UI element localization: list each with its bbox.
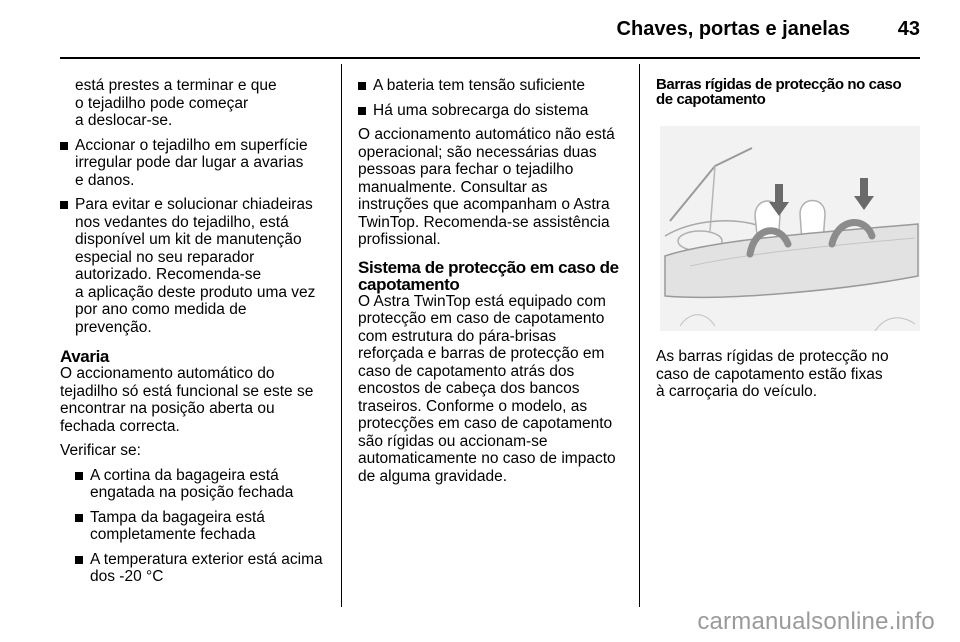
- bullet-square-icon: [358, 107, 366, 115]
- text-line: Accionar o tejadilho em superfície: [75, 136, 308, 154]
- text-line: caso de capotamento estão fixas: [656, 365, 883, 383]
- text-line: a aplicação deste produto uma vez: [75, 283, 316, 301]
- text-line: disponível um kit de manutenção: [75, 231, 302, 248]
- section-heading-avaria: Avaria: [60, 347, 109, 366]
- bullet-square-icon: [75, 556, 83, 564]
- watermark: carmanualsonline.info: [697, 608, 935, 635]
- column-divider-1: [341, 64, 342, 607]
- bullet-item: [358, 102, 633, 120]
- bullet-square-icon: [60, 142, 68, 150]
- text-line: A bateria tem tensão suficiente: [373, 77, 585, 94]
- text-line: dos -20 °C: [90, 568, 164, 585]
- text-line: automaticamente no caso de impacto: [358, 450, 616, 467]
- column-3: [656, 77, 926, 107]
- header-rule: [60, 57, 920, 59]
- text-line: profissional.: [358, 231, 441, 248]
- text-line: fechada correcta.: [60, 417, 180, 435]
- column-divider-2: [639, 64, 640, 607]
- text-line: As barras rígidas de protecção no: [656, 348, 889, 365]
- page-number: 43: [897, 18, 920, 40]
- bullet-square-icon: [75, 472, 83, 480]
- bullet-item: [75, 551, 335, 586]
- running-header-title: Chaves, portas e janelas: [616, 18, 850, 40]
- text-line: com estrutura do pára-brisas: [358, 327, 557, 345]
- text-line: a deslocar-se.: [75, 112, 173, 129]
- text-line: pessoas para fechar o tejadilho: [358, 161, 574, 178]
- paragraph: [358, 293, 633, 486]
- text-line: TwinTop. Recomenda-se assistência: [358, 213, 610, 231]
- column-3-body: [656, 348, 926, 408]
- text-line: encontrar na posição aberta ou: [60, 400, 275, 417]
- text-line: O Astra TwinTop está equipado com: [358, 292, 606, 310]
- bullet-item: [75, 509, 335, 544]
- paragraph: [60, 365, 335, 435]
- heading-line: de capotamento: [656, 91, 766, 108]
- text-line: reforçada e barras de protecção em: [358, 345, 605, 362]
- text-line: caso de capotamento atrás dos: [358, 362, 575, 380]
- text-line: está prestes a terminar e que: [75, 77, 277, 94]
- bullet-item: [358, 77, 633, 95]
- bullet-item: [60, 137, 335, 190]
- text-line: especial no seu reparador: [75, 248, 255, 266]
- text-line: tejadilho só está funcional se este se: [60, 382, 314, 400]
- text-line: protecção em caso de capotamento: [358, 310, 605, 327]
- text-line: manualmente. Consultar as: [358, 178, 548, 196]
- text-line: engatada na posição fechada: [90, 484, 294, 501]
- text-line: A cortina da bagageira está: [90, 466, 279, 484]
- section-heading-rigid-bars: [656, 77, 926, 107]
- text-line: protecções em caso de capotamento: [358, 415, 613, 432]
- text-line: Tampa da bagageira está: [90, 508, 265, 526]
- text-line: traseiros. Conforme o modelo, as: [358, 397, 588, 415]
- section-heading-rollover: [358, 259, 633, 293]
- text-line: encostos de cabeça dos bancos: [358, 380, 580, 397]
- text-line: à carroçaria do veículo.: [656, 383, 818, 400]
- column-2: [358, 77, 633, 492]
- verify-label: Verificar se:: [60, 442, 141, 459]
- bullet-square-icon: [60, 201, 68, 209]
- text-line: Para evitar e solucionar chiadeiras: [75, 196, 313, 213]
- text-line: são rígidas ou accionam-se: [358, 432, 548, 450]
- text-line: prevenção.: [75, 318, 152, 336]
- continued-paragraph: [60, 77, 335, 130]
- text-line: irregular pode dar lugar a avarias: [75, 154, 304, 171]
- text-line: de alguma gravidade.: [358, 467, 508, 485]
- paragraph: [656, 348, 926, 401]
- text-line: A temperatura exterior está acima: [90, 550, 323, 568]
- bullet-item: [75, 467, 335, 502]
- text-line: Há uma sobrecarga do sistema: [373, 101, 589, 119]
- text-line: operacional; são necessárias duas: [358, 143, 597, 161]
- text-line: e danos.: [75, 171, 135, 189]
- heading-line: Sistema de protecção em caso de: [358, 257, 619, 277]
- bullet-item: [60, 196, 335, 336]
- rollover-bars-illustration: [660, 126, 920, 331]
- car-rollover-bars-drawing: [660, 126, 920, 331]
- text-line: instruções que acompanham o Astra: [358, 196, 610, 213]
- text-line: autorizado. Recomenda-se: [75, 266, 262, 283]
- bullet-square-icon: [75, 514, 83, 522]
- paragraph: [358, 126, 633, 249]
- heading-line: capotamento: [358, 274, 460, 294]
- text-line: completamente fechada: [90, 526, 256, 543]
- text-line: O accionamento automático não está: [358, 126, 615, 143]
- bullet-square-icon: [358, 82, 366, 90]
- text-line: O accionamento automático do: [60, 365, 275, 382]
- heading-line: Barras rígidas de protecção no caso: [656, 76, 902, 93]
- text-line: nos vedantes do tejadilho, está: [75, 213, 289, 231]
- column-1: [60, 77, 335, 593]
- text-line: o tejadilho pode começar: [75, 94, 249, 112]
- text-line: por ano como medida de: [75, 301, 247, 318]
